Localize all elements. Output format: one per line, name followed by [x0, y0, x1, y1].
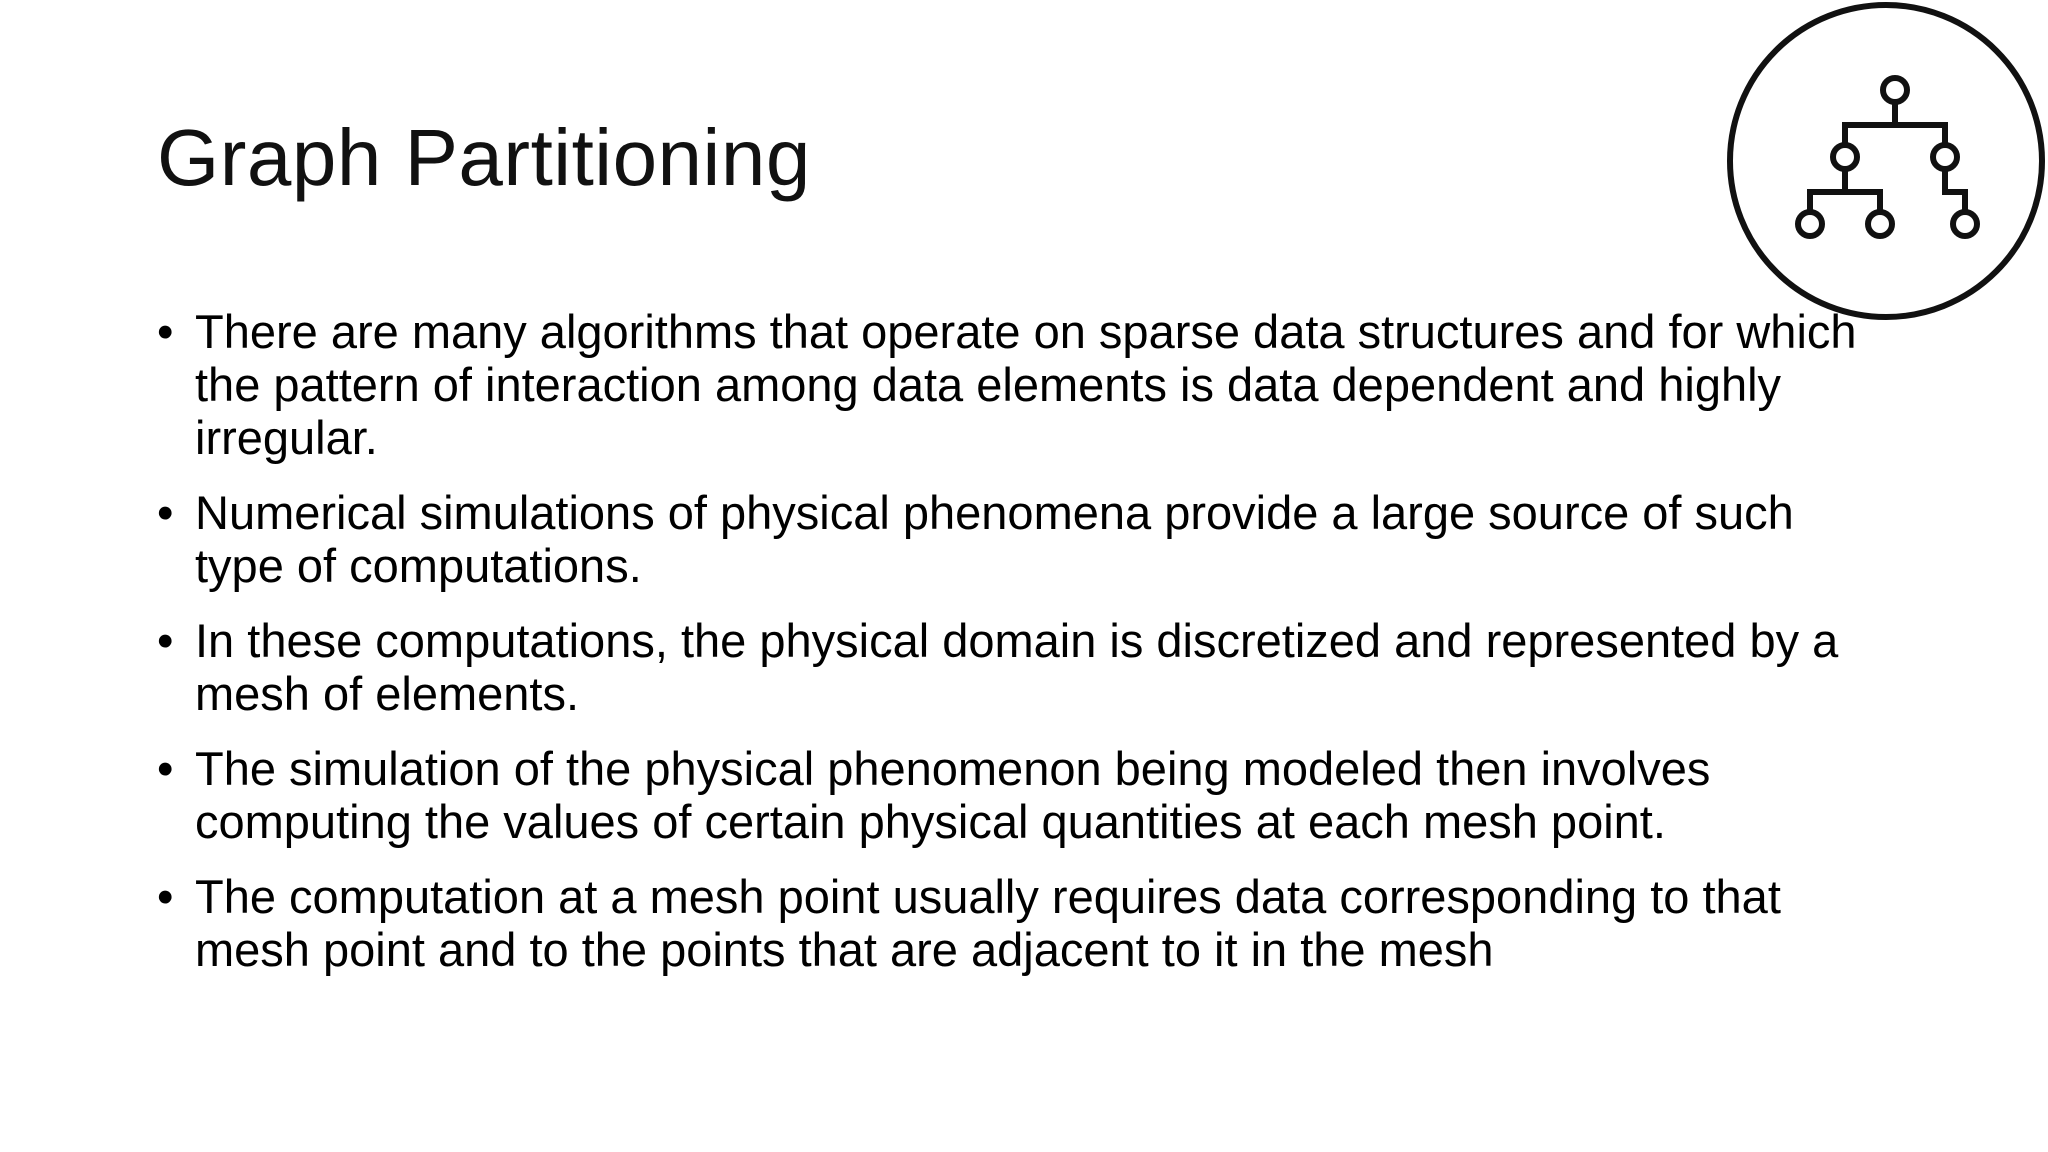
bullet-text: There are many algorithms that operate on sparse data structures and for which the pattern of interaction among data elements is data dependent and highly irregular. [195, 305, 1857, 464]
bullet-item [157, 870, 1877, 976]
hierarchy-tree-icon [1725, 0, 2047, 322]
bullet-text: The simulation of the physical phenomenon being modeled then involves computing the values of certain physical quantities at each mesh point. [195, 742, 1711, 848]
bullet-marker: • [157, 742, 174, 795]
bullet-marker: • [157, 614, 174, 667]
bullet-item [157, 305, 1877, 464]
slide-title: Graph Partitioning [157, 113, 811, 202]
bullet-list [157, 305, 1877, 998]
bullet-item [157, 742, 1877, 848]
bullet-marker: • [157, 486, 174, 539]
bullet-text: The computation at a mesh point usually requires data corresponding to that mesh point and to the points that are adjacent to it in the mesh [195, 870, 1781, 976]
bullet-item [157, 614, 1877, 720]
bullet-text: In these computations, the physical domain is discretized and represented by a mesh of elements. [195, 614, 1839, 720]
bullet-item [157, 486, 1877, 592]
bullet-marker: • [157, 305, 174, 358]
bullet-marker: • [157, 870, 174, 923]
bullet-text: Numerical simulations of physical phenomena provide a large source of such type of computations. [195, 486, 1794, 592]
